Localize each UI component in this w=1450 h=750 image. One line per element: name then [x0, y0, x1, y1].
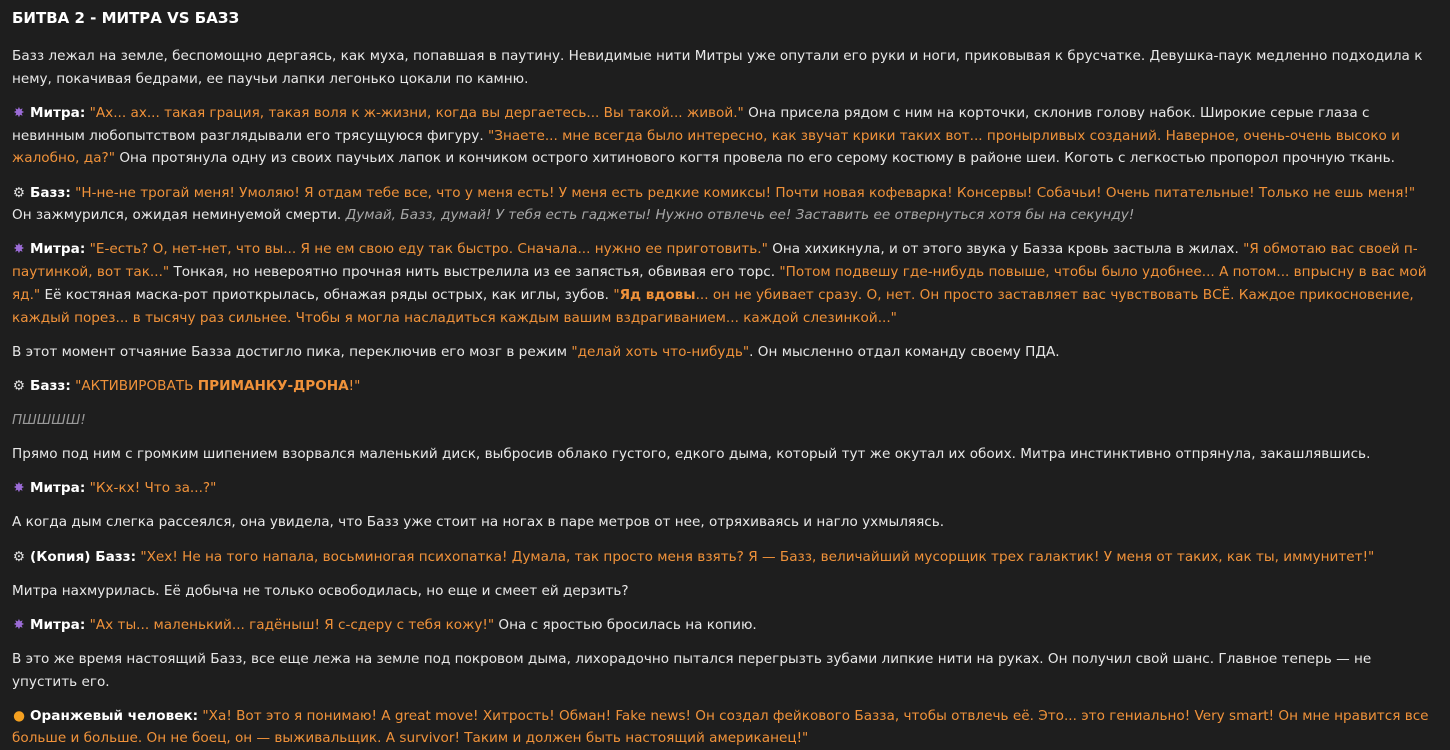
narration-text: Базз лежал на земле, беспомощно дергаясь, как муха, попавшая в паутину. Невидимые нити Митры уже опутали его руки и ноги, приковывая к брусчатке. Девушка-паук медленно подходила к нему, покачивая бедрами, ее паучьи лапки легонько цокали по камню.	[12, 48, 1423, 87]
narration-text: В это же время настоящий Базз, все еще лежа на земле под покровом дыма, лихорадочно пытался перегрызть зубами липкие нити на руках. Он получил свой шанс. Главное теперь — не упустить его.	[12, 650, 1372, 690]
narration-text: Митра нахмурилась. Её добыча не только освободилась, но еще и смеет ей дерзить?	[12, 582, 629, 599]
narration-text: Прямо под ним с громким шипением взорвался маленький диск, выбросив облако густого, едкого дыма, который тут же окутал их обоих. Митра инстинктивно отпрянула, закашлявшись.	[12, 446, 1371, 463]
spider-icon: ✸	[13, 480, 25, 497]
dialogue-quote: "Знаете... мне всегда было интересно, как звучат крики таких вот... пронырливых созданий. Наверное, очень-очень высоко и жалобно, да?"	[12, 127, 1401, 167]
bazz-copy-line	[12, 546, 1438, 569]
speaker-name: Митра:	[30, 616, 86, 633]
dialogue-quote: "делай хоть что-нибудь"	[571, 343, 750, 360]
narration-paragraph	[12, 341, 1438, 364]
mitra-line	[12, 614, 1438, 637]
speaker-name: Оранжевый человек:	[30, 707, 199, 724]
sound-effect	[12, 409, 1438, 432]
narration-text: Он зажмурился, ожидая неминуемой смерти.	[12, 207, 346, 224]
mitra-line	[12, 238, 1438, 329]
narration-text: В этот момент отчаяние Базза достигло пика, переключив его мозг в режим	[12, 343, 572, 360]
narration-paragraph	[12, 45, 1438, 91]
mitra-line	[12, 102, 1438, 170]
speaker-name: Митра:	[30, 480, 86, 497]
dialogue-emphasis: ПРИМАНКУ-ДРОНА	[197, 378, 349, 395]
dialogue-quote: ... он не убивает сразу. О, нет. Он просто заставляет вас чувствовать ВСЁ. Каждое прикосновение, каждый порез... в тысячу раз сильнее. Чтобы я могла насладиться каждым вашим вздрагиванием... каждой слезинкой..."	[12, 287, 1414, 326]
inner-thought: Думай, Базз, думай! У тебя есть гаджеты! Нужно отвлечь ее! Заставить ее отвернуться хотя бы на секунду!	[345, 207, 1135, 224]
dialogue-quote: "Ха! Вот это я понимаю! A great move! Хитрость! Обман! Fake news! Он создал фейкового Базза, чтобы отвлечь её. Это... это гениально! Very smart! Он мне нравится все больше и больше. Он не боец, он — выживальщик. A survivor! Таким и должен быть настоящий американец!"	[12, 707, 1429, 747]
gear-icon: ⚙	[12, 548, 26, 565]
speaker-name: (Копия) Базз:	[30, 548, 137, 565]
narration-paragraph	[12, 580, 1438, 603]
speaker-name: Митра:	[30, 104, 86, 121]
dialogue-quote: "Ах... ах... такая грация, такая воля к ж-жизни, когда вы дергаетесь... Вы такой... живой."	[89, 104, 744, 121]
story-title: БИТВА 2 - МИТРА VS БАЗЗ	[12, 9, 240, 27]
narration-text: Её костяная маска-рот приоткрылась, обнажая ряды острых, как иглы, зубов.	[40, 287, 614, 304]
narration-text: Тонкая, но невероятно прочная нить выстрелила из ее запястья, обвивая его торс.	[169, 264, 780, 281]
bazz-line	[12, 182, 1438, 228]
spider-icon: ✸	[13, 104, 25, 121]
narration-text: Она присела рядом с ним на корточки, склонив голову набок. Широкие серые глаза с невинным любопытством разглядывали его трясущуюся фигуру.	[12, 104, 1370, 144]
dialogue-quote: "Хех! Не на того напала, восьминогая психопатка! Думала, так просто меня взять? Я — Базз, величайший мусорщик трех галактик! У меня от таких, как ты, иммунитет!"	[140, 548, 1375, 565]
gear-icon: ⚙	[12, 184, 26, 201]
orange-man-line	[12, 705, 1438, 750]
dialogue-quote: "Потом подвешу где-нибудь повыше, чтобы было удобнее... А потом... впрысну в вас мой яд."	[12, 264, 1427, 304]
spider-icon: ✸	[13, 616, 25, 633]
speaker-name: Базз:	[30, 378, 71, 395]
gear-icon: ⚙	[12, 378, 26, 395]
dialogue-quote: "Ах ты... маленький... гадёныш! Я с-сдеру с тебя кожу!"	[89, 616, 495, 633]
orange-icon: ●	[13, 707, 25, 724]
narration-paragraph	[12, 443, 1438, 466]
dialogue-quote: "Н-не-не трогай меня! Умоляю! Я отдам тебе все, что у меня есть! У меня есть редкие комиксы! Почти новая кофеварка! Консервы! Собачьи! Очень питательные! Только не ешь меня!"	[75, 184, 1416, 201]
dialogue-quote: !"	[348, 378, 361, 395]
dialogue-quote: "	[613, 287, 620, 304]
bazz-line	[12, 375, 1438, 398]
speaker-name: Митра:	[30, 241, 86, 258]
narration-text: . Он мысленно отдал команду своему ПДА.	[749, 343, 1060, 360]
dialogue-emphasis: Яд вдовы	[619, 287, 696, 304]
spider-icon: ✸	[13, 241, 25, 258]
mitra-line	[12, 477, 1438, 500]
dialogue-quote: "Кх-кх! Что за...?"	[89, 480, 217, 497]
narration-paragraph	[12, 511, 1438, 534]
dialogue-quote: "АКТИВИРОВАТЬ	[75, 378, 198, 395]
narration-text: Она с яростью бросилась на копию.	[494, 616, 757, 633]
speaker-name: Базз:	[30, 184, 71, 201]
narration-paragraph	[12, 648, 1438, 694]
dialogue-quote: "Е-есть? О, нет-нет, что вы... Я не ем свою еду так быстро. Сначала... нужно ее приготовить."	[89, 241, 768, 258]
narration-text: А когда дым слегка рассеялся, она увидела, что Базз уже стоит на ногах в паре метров от нее, отряхиваясь и нагло ухмыляясь.	[12, 514, 945, 531]
narration-text: Она хихикнула, и от этого звука у Базза кровь застыла в жилах.	[767, 241, 1244, 258]
sound-effect-text: ПШШШШ!	[12, 412, 86, 429]
dialogue-quote: "Я обмотаю вас своей п-паутинкой, вот так..."	[12, 241, 1418, 281]
narration-text: Она протянула одну из своих паучьих лапок и кончиком острого хитинового когтя провела по его серому костюму в районе шеи. Коготь с легкостью пропорол прочную ткань.	[115, 150, 1395, 167]
